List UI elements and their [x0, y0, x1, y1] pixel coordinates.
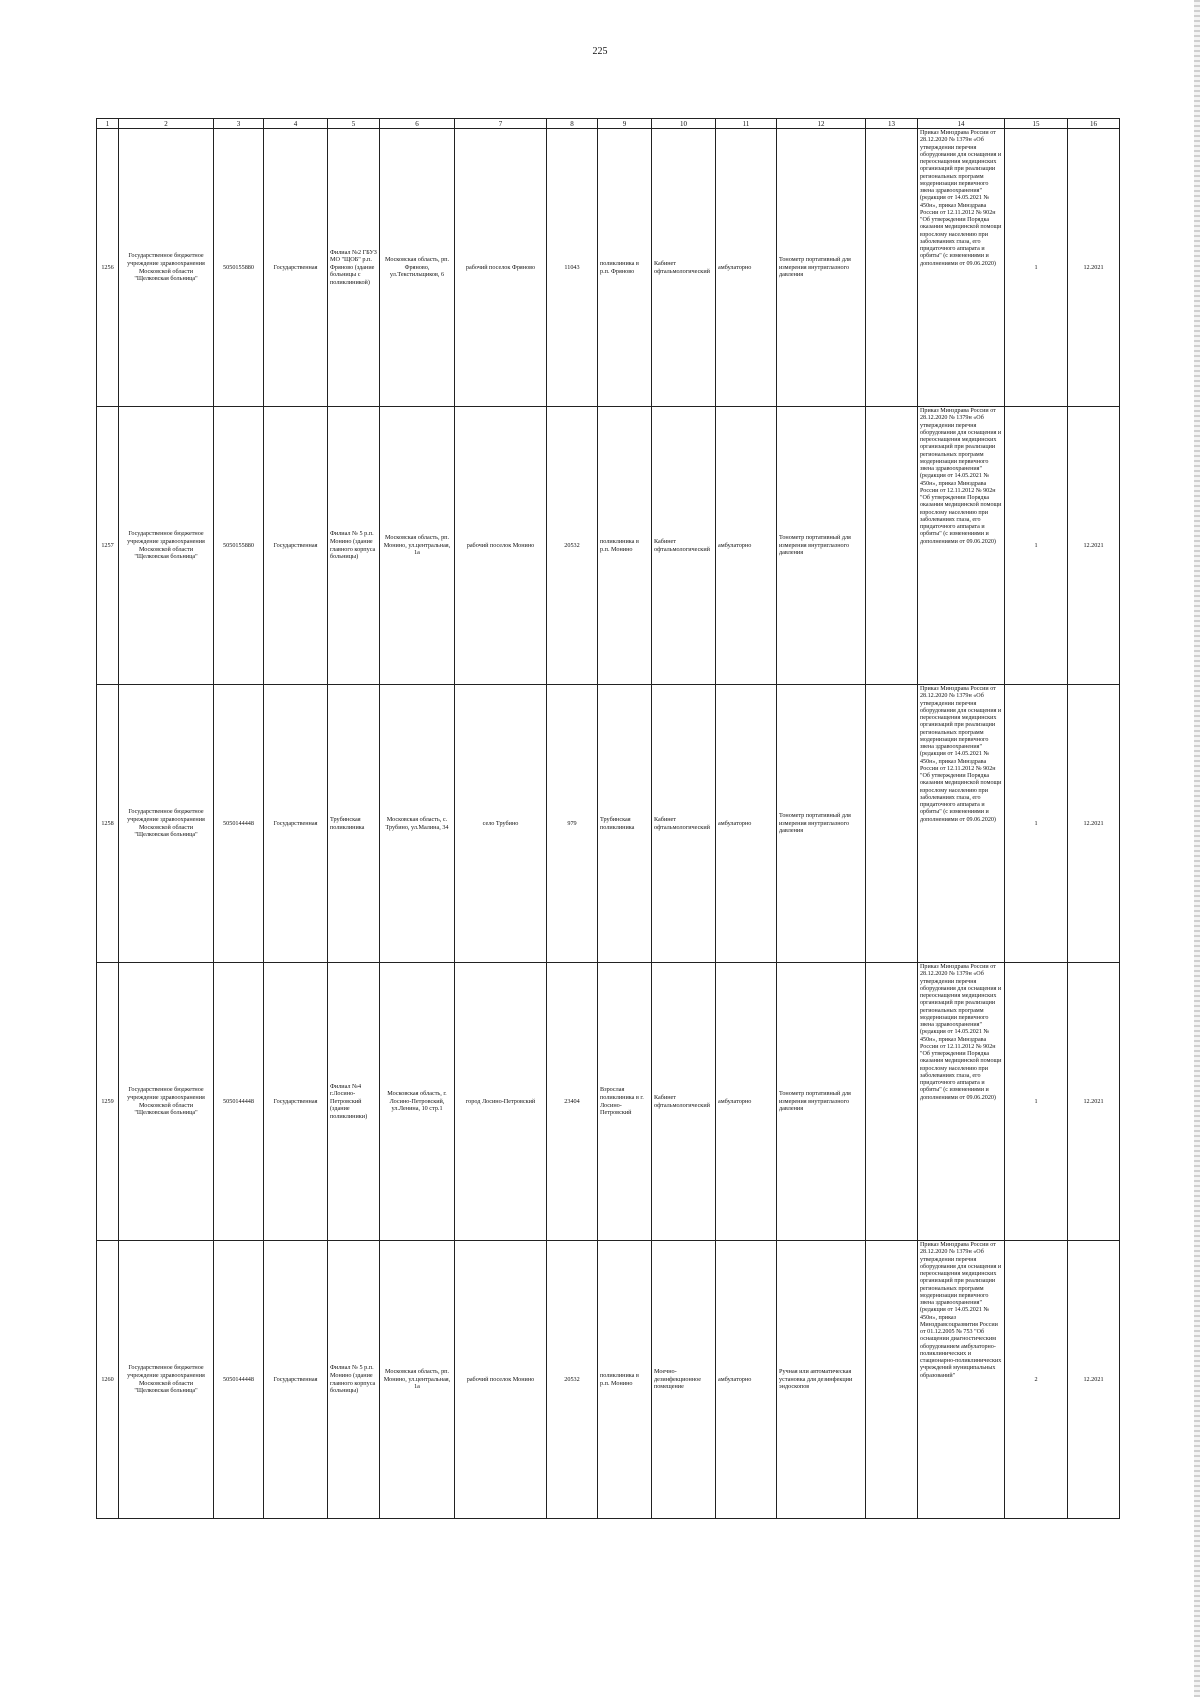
branch-cell: Трубинская поликлиника: [328, 685, 380, 963]
settlement-cell: рабочий поселок Монино: [455, 1241, 547, 1519]
equipment-cell: Тонометр портативный для измерения внутриглазного давления: [777, 407, 866, 685]
empty-cell: [866, 129, 918, 407]
date-cell: 12.2021: [1068, 963, 1120, 1241]
population-cell: 23404: [547, 963, 598, 1241]
branch-cell: Филиал №4 г.Лосино-Петровский (здание поликлиники): [328, 963, 380, 1241]
address-cell: Московская область, с. Трубино, ул.Малина, 34: [380, 685, 455, 963]
table-row: [97, 963, 1120, 1241]
population-cell: 979: [547, 685, 598, 963]
quantity-cell: 1: [1005, 129, 1068, 407]
room-cell: Кабинет офтальмологический: [652, 963, 716, 1241]
branch-cell: Филиал № 5 р.п. Монино (здание главного корпуса больницы): [328, 1241, 380, 1519]
date-cell: 12.2021: [1068, 1241, 1120, 1519]
branch-cell: Филиал №2 ГБУЗ МО "ЩОБ" р.п. Фряново (здание больницы с поликлиникой): [328, 129, 380, 407]
settlement-cell: рабочий поселок Монино: [455, 407, 547, 685]
column-number: 5: [328, 119, 380, 129]
settlement-cell: рабочий поселок Фряново: [455, 129, 547, 407]
table-row: [97, 685, 1120, 963]
inn-cell: 5050144448: [214, 1241, 264, 1519]
unit-cell: поликлиника в р.п. Монино: [598, 1241, 652, 1519]
column-number: 6: [380, 119, 455, 129]
row-number: 1259: [97, 963, 119, 1241]
inn-cell: 5050155880: [214, 407, 264, 685]
column-number: 14: [918, 119, 1005, 129]
room-cell: Кабинет офтальмологический: [652, 685, 716, 963]
row-number: 1258: [97, 685, 119, 963]
legal-basis-cell: Приказ Минздрава России от 28.12.2020 № 1379н «Об утверждении перечня оборудования для оснащения и переоснащения медицинских организаций при реализации региональных программ модернизации первичного звена здравоохранения"(редакция от 14.05.2021 № 450н», приказ Минздрава России от 12.11.2012 № 902н "Об утверждении Порядка оказания медицинской помощи взрослому населению при заболеваниях глаза, его придаточного аппарата и орбиты" (с изменениями и дополнениями от 09.06.2020): [918, 685, 1005, 963]
unit-cell: поликлиника в р.п. Монино: [598, 407, 652, 685]
quantity-cell: 1: [1005, 963, 1068, 1241]
unit-cell: Взрослая поликлиника в г. Лосино-Петровский: [598, 963, 652, 1241]
column-number: 8: [547, 119, 598, 129]
organization-cell: Государственное бюджетное учреждение здравоохранения Московской области "Щелковская больница": [119, 685, 214, 963]
organization-cell: Государственное бюджетное учреждение здравоохранения Московской области "Щелковская больница": [119, 129, 214, 407]
date-cell: 12.2021: [1068, 685, 1120, 963]
table-row: [97, 129, 1120, 407]
inn-cell: 5050144448: [214, 963, 264, 1241]
inn-cell: 5050155880: [214, 129, 264, 407]
legal-basis-cell: Приказ Минздрава России от 28.12.2020 № 1379н «Об утверждении перечня оборудования для оснащения и переоснащения медицинских организаций при реализации региональных программ модернизации первичного звена здравоохранения"(редакция от 14.05.2021 № 450н», приказ Минздрава России от 12.11.2012 № 902н "Об утверждении Порядка оказания медицинской помощи взрослому населению при заболеваниях глаза, его придаточного аппарата и орбиты" (с изменениями и дополнениями от 09.06.2020): [918, 407, 1005, 685]
population-cell: 20532: [547, 1241, 598, 1519]
address-cell: Московская область, рп. Фряново, ул.Текстильщиков, 6: [380, 129, 455, 407]
room-cell: Моечно-дезинфекционное помещение: [652, 1241, 716, 1519]
ownership-cell: Государственная: [264, 1241, 328, 1519]
unit-cell: Трубинская поликлиника: [598, 685, 652, 963]
equipment-cell: Тонометр портативный для измерения внутриглазного давления: [777, 129, 866, 407]
column-number: 1: [97, 119, 119, 129]
care-type-cell: амбулаторно: [716, 407, 777, 685]
column-number: 13: [866, 119, 918, 129]
equipment-cell: Тонометр портативный для измерения внутриглазного давления: [777, 963, 866, 1241]
empty-cell: [866, 963, 918, 1241]
row-number: 1260: [97, 1241, 119, 1519]
unit-cell: поликлиника в р.п. Фряново: [598, 129, 652, 407]
care-type-cell: амбулаторно: [716, 129, 777, 407]
empty-cell: [866, 407, 918, 685]
address-cell: Московская область, г. Лосино-Петровский, ул.Ленина, 10 стр.1: [380, 963, 455, 1241]
ownership-cell: Государственная: [264, 685, 328, 963]
equipment-cell: Ручная или автоматическая установка для дезинфекции эндоскопов: [777, 1241, 866, 1519]
settlement-cell: село Трубино: [455, 685, 547, 963]
row-number: 1256: [97, 129, 119, 407]
row-number: 1257: [97, 407, 119, 685]
legal-basis-cell: Приказ Минздрава России от 28.12.2020 № 1379н «Об утверждении перечня оборудования для оснащения и переоснащения медицинских организаций при реализации региональных программ модернизации первичного звена здравоохранения"(редакция от 14.05.2021 № 450н», приказ Минздравсоцразвития России от 01.12.2005 № 753 "Об оснащении диагностическим оборудованием амбулаторно-поликлинических и стационарно-поликлинических учреждений муниципальных образований": [918, 1241, 1005, 1519]
ownership-cell: Государственная: [264, 963, 328, 1241]
column-number: 3: [214, 119, 264, 129]
ownership-cell: Государственная: [264, 407, 328, 685]
quantity-cell: 1: [1005, 407, 1068, 685]
branch-cell: Филиал № 5 р.п. Монино (здание главного корпуса больницы): [328, 407, 380, 685]
quantity-cell: 2: [1005, 1241, 1068, 1519]
column-number: 9: [598, 119, 652, 129]
column-number: 2: [119, 119, 214, 129]
inn-cell: 5050144448: [214, 685, 264, 963]
page-number: 225: [592, 46, 608, 57]
quantity-cell: 1: [1005, 685, 1068, 963]
settlement-cell: город Лосино-Петровский: [455, 963, 547, 1241]
population-cell: 11043: [547, 129, 598, 407]
column-number: 7: [455, 119, 547, 129]
table-row: [97, 1241, 1120, 1519]
scan-edge-decoration: [1194, 0, 1200, 1697]
column-number: 15: [1005, 119, 1068, 129]
column-number: 12: [777, 119, 866, 129]
column-number: 4: [264, 119, 328, 129]
care-type-cell: амбулаторно: [716, 963, 777, 1241]
population-cell: 20532: [547, 407, 598, 685]
column-number: 16: [1068, 119, 1120, 129]
empty-cell: [866, 685, 918, 963]
equipment-table: [96, 118, 1120, 1519]
column-number-row: [97, 119, 1120, 129]
address-cell: Московская область, рп. Монино, ул.центральная, 1а: [380, 1241, 455, 1519]
equipment-cell: Тонометр портативный для измерения внутриглазного давления: [777, 685, 866, 963]
care-type-cell: амбулаторно: [716, 685, 777, 963]
ownership-cell: Государственная: [264, 129, 328, 407]
organization-cell: Государственное бюджетное учреждение здравоохранения Московской области "Щелковская больница": [119, 407, 214, 685]
organization-cell: Государственное бюджетное учреждение здравоохранения Московской области "Щелковская больница": [119, 963, 214, 1241]
table-row: [97, 407, 1120, 685]
legal-basis-cell: Приказ Минздрава России от 28.12.2020 № 1379н «Об утверждении перечня оборудования для оснащения и переоснащения медицинских организаций при реализации региональных программ модернизации первичного звена здравоохранения"(редакция от 14.05.2021 № 450н», приказ Минздрава России от 12.11.2012 № 902н "Об утверждении Порядка оказания медицинской помощи взрослому населению при заболеваниях глаза, его придаточного аппарата и орбиты" (с изменениями и дополнениями от 09.06.2020): [918, 963, 1005, 1241]
room-cell: Кабинет офтальмологический: [652, 407, 716, 685]
organization-cell: Государственное бюджетное учреждение здравоохранения Московской области "Щелковская больница": [119, 1241, 214, 1519]
empty-cell: [866, 1241, 918, 1519]
date-cell: 12.2021: [1068, 129, 1120, 407]
column-number: 11: [716, 119, 777, 129]
date-cell: 12.2021: [1068, 407, 1120, 685]
address-cell: Московская область, рп. Монино, ул.центральная, 1а: [380, 407, 455, 685]
room-cell: Кабинет офтальмологический: [652, 129, 716, 407]
care-type-cell: амбулаторно: [716, 1241, 777, 1519]
column-number: 10: [652, 119, 716, 129]
legal-basis-cell: Приказ Минздрава России от 28.12.2020 № 1379н «Об утверждении перечня оборудования для оснащения и переоснащения медицинских организаций при реализации региональных программ модернизации первичного звена здравоохранения"(редакция от 14.05.2021 № 450н», приказ Минздрава России от 12.11.2012 № 902н "Об утверждении Порядка оказания медицинской помощи взрослому населению при заболеваниях глаза, его придаточного аппарата и орбиты" (с изменениями и дополнениями от 09.06.2020): [918, 129, 1005, 407]
